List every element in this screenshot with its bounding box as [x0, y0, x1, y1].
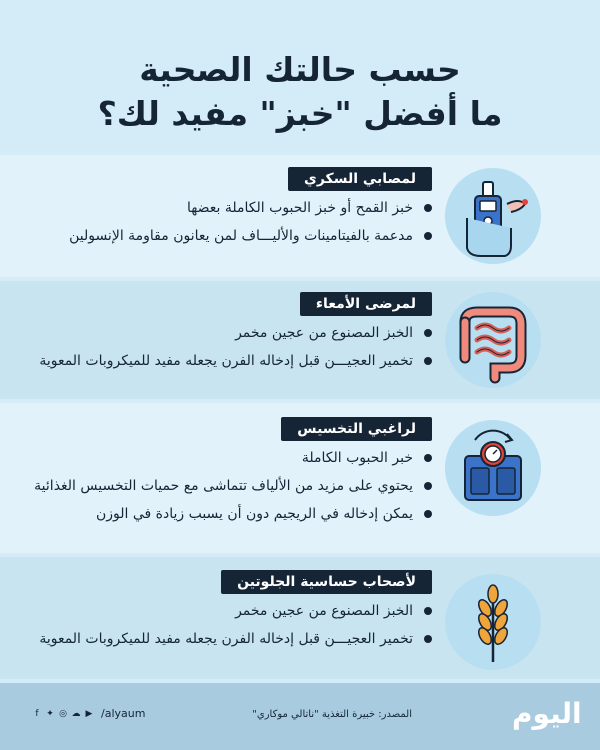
wheat-icon: [445, 574, 541, 670]
section-heading-intestines: لمرضى الأمعاء: [300, 292, 432, 316]
list-item: خبر الحبوب الكاملة: [15, 448, 435, 468]
weight-scale-icon: [445, 420, 541, 516]
section-heading-diabetes: لمصابي السكري: [288, 167, 432, 191]
social-links: [32, 707, 145, 720]
glucose-meter-hand-icon: [445, 168, 541, 264]
footer: [0, 683, 600, 750]
list-item: تخمير العجيـــن قبل إدخاله الفرن يجعله مفيد للميكروبات المعوية: [15, 629, 435, 649]
title-line-1: حسب حالتك الصحية: [139, 50, 461, 89]
section-heading-gluten: لأصحاب حساسية الجلوتين: [221, 570, 432, 594]
list-item: يحتوي على مزيد من الألياف تتماشى مع حميات التخسيس الغذائية: [15, 476, 435, 496]
bullet-list-diabetes: [15, 198, 435, 254]
bullet-list-weight-loss: [15, 448, 435, 532]
instagram-icon[interactable]: ◎: [59, 708, 67, 719]
list-item: الخبز المصنوع من عجين مخمر: [15, 323, 435, 343]
list-item: خبز القمح أو خبز الحبوب الكاملة بعضها: [15, 198, 435, 218]
alyaum-logo: اليوم: [512, 697, 582, 730]
page-title: [0, 48, 600, 136]
youtube-icon[interactable]: ▶: [85, 708, 93, 719]
bullet-list-intestines: [15, 323, 435, 379]
snapchat-icon[interactable]: ☁: [71, 708, 81, 719]
section-heading-weight-loss: لراغبي التخسيس: [281, 417, 432, 441]
list-item: الخبز المصنوع من عجين مخمر: [15, 601, 435, 621]
list-item: تخمير العجيـــن قبل إدخاله الفرن يجعله مفيد للميكروبات المعوية: [15, 351, 435, 371]
source-credit: المصدر: خبيرة التغذية "ناتالي موكاري": [252, 709, 412, 720]
list-item: مدعمة بالفيتامينات والأليـــاف لمن يعانون مقاومة الإنسولين: [15, 226, 435, 246]
bullet-list-gluten: [15, 601, 435, 657]
twitter-icon[interactable]: ✦: [46, 708, 54, 719]
intestines-icon: [445, 292, 541, 388]
facebook-icon[interactable]: f: [35, 708, 39, 719]
social-handle[interactable]: /alyaum: [101, 707, 146, 720]
title-line-2: ما أفضل "خبز" مفيد لك؟: [97, 94, 503, 133]
list-item: يمكن إدخاله في الريجيم دون أن يسبب زيادة في الوزن: [15, 504, 435, 524]
